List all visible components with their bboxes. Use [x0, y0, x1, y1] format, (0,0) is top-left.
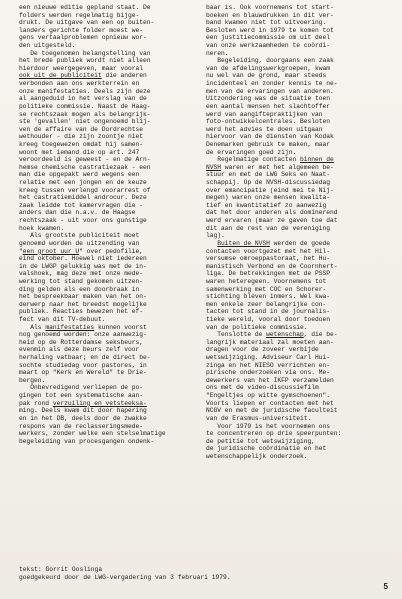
right-column-line: Begeleiding, doorgaans een zaak	[206, 57, 334, 65]
left-column-line: folders werden regelmatig bijge-	[19, 11, 140, 19]
right-column-line: contacten voortgezet met het Hil-	[206, 247, 331, 255]
right-column-line: wetswijziging. Adviseur Carl Hui-	[206, 354, 331, 362]
underlined-text: binnen de	[299, 156, 334, 164]
left-column-line: man die opgepakt werd wegens een	[19, 171, 140, 179]
left-column-line: het brede publiek wordt niet alleen	[19, 57, 151, 65]
right-column-line: van de politieke commissie.	[206, 323, 308, 331]
left-column-line: hierdoor weergegeven, maar vooral	[19, 64, 144, 72]
right-column-line: nu wel van de grond, maar steeds	[206, 72, 327, 80]
right-column-line: Tenslotte de wetenschap, die be-	[206, 331, 338, 339]
left-column-line: sochte studiedag voor pastores, in	[19, 361, 147, 369]
right-column-line: boeken en blauwdrukken in dit ver-	[206, 11, 334, 19]
right-column-line: waren heteregeen. Voornemens tot	[206, 277, 327, 285]
right-column-line: band kwamen niet tot uitvoering.	[206, 19, 327, 27]
left-column-line: anders dan die n.a.v. de Haagse	[19, 209, 136, 217]
right-column-line: hiervoor van de diensten van Kodak	[206, 133, 334, 141]
right-column-line: incidenteel en zonder kennis te ne-	[206, 80, 338, 88]
left-column-line: al aangeduid in het verslag van de	[19, 95, 147, 103]
right-column-line: zinga en het NIESO verrichten en-	[206, 361, 331, 369]
left-column-line: werkers, zonder welke een stelselmatige	[19, 430, 166, 438]
left-column-line: Als grootste publiciteit moet	[19, 232, 140, 240]
right-column-line: baar is. Ook voornemens tot start-	[206, 4, 334, 11]
left-column-line: se rechtszaak mogen als belangrijk-	[19, 110, 151, 118]
right-column-line: werd het advies te doen uitgaan	[206, 125, 323, 133]
right-column-line: liga. De betrekkingen met de PSSP	[206, 270, 331, 278]
left-column-line: heid op de Rotterdamse seksbeurs,	[19, 338, 144, 346]
left-column-line: De toegenomen belangstelling van	[19, 49, 151, 57]
left-column-line: hemse chemische castratiezaak - een	[19, 163, 151, 171]
right-column-line: te concentreren op drie speerpunten:	[206, 430, 342, 438]
right-column-line: langrijk materiaal zal moeten aan-	[206, 338, 334, 346]
right-column-line: samenwerking met COC en Schorer-	[206, 285, 327, 293]
left-column-line: woont met iemand die op art. 247	[19, 148, 140, 156]
right-column-line: van de Erasmus-universiteit.	[206, 414, 312, 422]
underlined-text: NVSH	[206, 163, 222, 171]
right-column-line: stuur en met de LWG Seks en Naat-	[206, 171, 331, 179]
left-column-line: ste 'gevallen' niet ongenoemd blij-	[19, 118, 151, 126]
right-column-line: megen) waren onze mensen kwalita-	[206, 194, 331, 202]
right-column-line: men enkele zeer belangrijke con-	[206, 300, 327, 308]
left-column-line: het bespreekbaar maken van het on-	[19, 293, 147, 301]
left-column-line: landers gerichte folder moest we-	[19, 26, 144, 34]
left-column-line: ook uit de publiciteit die anderen	[19, 72, 147, 80]
right-column-line: stichting bleven inmers. Wel kwa-	[206, 293, 331, 301]
left-column-line: fect van dit TV-debuut.	[19, 315, 106, 323]
left-column-line: gens vertaalproblemen opnieuw wor-	[19, 34, 147, 42]
underlined-text: wetenschap	[266, 331, 304, 339]
right-column-line: manistisch Verbond en de Coornhert-	[206, 262, 338, 270]
left-column-line: nog genoemd worden: onze aanwezig-	[19, 331, 147, 339]
right-column-line: neren.	[206, 49, 229, 57]
left-column-line: ming. Deels kwam dit door hapering	[19, 407, 147, 415]
underlined-text: verzuiling en vetsteeksa-	[52, 399, 147, 407]
left-column-line: respons van de reclasseringsmede-	[19, 422, 144, 430]
left-column-line: genoemd worden de uitzending van	[19, 239, 140, 247]
right-column-line: men van de ervaringen van anderen.	[206, 87, 334, 95]
signature-block	[19, 566, 231, 581]
left-column-line: en in het DB, deels door de zwakke	[19, 414, 147, 422]
right-column-line: ons met de video-discussiefilm	[206, 384, 319, 392]
left-column-line: begeleiding van procesgangen ondenk-	[19, 437, 155, 445]
left-column-line: politieke commissie. Naast de Haag-	[19, 102, 151, 110]
right-column-line: dragen voor de zoveer verbijde	[206, 346, 319, 354]
underlined-text: ook uit de publiciteit	[19, 72, 102, 80]
left-column-line: eind oktober. Hoewel niet iedereen	[19, 255, 147, 263]
underlined-text: manifestaties	[45, 323, 95, 331]
left-column-line: bergen.	[19, 376, 46, 384]
right-column-line: Uitzondering was de situatie toen	[206, 95, 331, 103]
right-column-line: pirische onderzoeken via ons. Me-	[206, 369, 331, 377]
left-column-line: werking tot stand gekomen uitzen-	[19, 277, 144, 285]
right-column-line: dat het door anderen als dominerend	[206, 209, 338, 217]
right-column-line: een justitiecommissie om uit deel	[206, 34, 331, 42]
right-column-line: "Engeltjes op witte gymschoenen".	[206, 392, 331, 400]
left-column-line: herhaling vatbaar; en de direct be-	[19, 354, 151, 362]
right-column-line: Denemarken gebruik te maken, maar	[206, 140, 331, 148]
page-number: 5	[383, 582, 388, 591]
underlined-text: Buiten de NVSH	[217, 239, 270, 247]
right-column-line: de juridische coördinatie en het	[206, 445, 327, 453]
right-column-line: werd van aangiftepraktijken van	[206, 110, 323, 118]
right-column-line: wetenschappelijk onderzoek.	[206, 452, 308, 460]
left-column-line: valshoek, mag deze met onze mede-	[19, 270, 144, 278]
right-column-line: werd ervaren (maar ze gaven toe dat	[206, 217, 338, 225]
left-column-line: maart op "Kerk en Wereld" te Drie-	[19, 369, 147, 377]
left-column-line: drukt. De uitgave van een op buiten-	[19, 19, 155, 27]
right-column-line: foto-ontwikkelcentrales. Besloten	[206, 118, 331, 126]
left-column-line: in de LWGP gelukkig was met de in-	[19, 262, 147, 270]
left-column-line: een nieuwe editie gepland staat. De	[19, 4, 151, 11]
left-column-line: Als manifestaties kunnen voorst	[19, 323, 147, 331]
underlined-text: een groot uur U	[22, 247, 80, 255]
right-column-line: van onze werkzaamheden te coördi-	[206, 42, 331, 50]
right-column-line: Voor 1979 is het voornemen ons	[206, 422, 331, 430]
left-column-line: het castratiemiddel androcur. Deze	[19, 194, 147, 202]
left-column-line: den uitgesteld.	[19, 42, 76, 50]
signature-author: tekst: Gorrit Ooslinga	[19, 566, 103, 573]
right-column-line: dit aan de rest van de vereniging	[206, 224, 331, 232]
right-column-line: Voorts liepen er contacten met het	[206, 399, 334, 407]
right-column-line: een aantal mensen het slachtoffer	[206, 102, 331, 110]
left-column-line: publiek. Reacties bewezen het ef-	[19, 308, 144, 316]
right-column	[206, 4, 390, 461]
left-column-line: verbonden aan ons werkterrein en	[19, 80, 140, 88]
right-column-line: Buiten de NVSH werden de goede	[217, 239, 331, 247]
left-column-line: relatie met een jongen en de keuze	[19, 179, 147, 187]
left-column-line: derwerp naar het breedst mogelijke	[19, 300, 147, 308]
right-column-line: tacten tot stand in de journalis-	[206, 308, 331, 316]
left-column-line: kreeg toegewezen omdat hij samen-	[19, 140, 144, 148]
left-column-line: evenmin als deze beurs zelf voor	[19, 346, 140, 354]
left-column-line: hoek kwamen.	[19, 224, 65, 232]
right-column-line: Besloten werd in 1979 te komen tot	[206, 26, 334, 34]
right-column-line: versumse omroeppastoraat, het Hu-	[206, 255, 331, 263]
left-column-line: veroordeeld is geweest - en de Arn-	[19, 156, 151, 164]
left-column-line: gingen tot een systematische aan-	[19, 392, 144, 400]
right-column-line: van de afdelingswerkgroepen, kwam	[206, 64, 331, 72]
left-column-line: ven de affaire van de Dordrechtse	[19, 125, 144, 133]
left-column-line: pak rond verzuiling en vetsteeksa-	[19, 399, 147, 407]
right-column-line: over emancipatie (eind mei te Nij-	[206, 186, 334, 194]
left-column-line: "een groot uur U" over pedofilie,	[19, 247, 144, 255]
right-column-line: lag).	[206, 232, 225, 240]
left-column-line: wethouder - die zijn zoontje niet	[19, 133, 144, 141]
right-column-line: tieke wereld, vooral door toedoen	[206, 315, 331, 323]
right-column-line: NCGV en met de juridische faculteit	[206, 407, 338, 415]
left-column-line: kreeg tussen verlengd voorarrest of	[19, 186, 151, 194]
right-column-line: Regelmatige contacten binnen de	[206, 156, 334, 164]
left-column-line: onze manifestaties. Deels zijn deze	[19, 87, 151, 95]
left-column-line: Onbevredigend verliepen de po-	[19, 384, 144, 392]
signature-approval: goedgekeurd door de LWG-vergadering van 3 februari 1979.	[19, 573, 231, 581]
right-column-line: NVSH waren er met het algemeen be-	[206, 163, 334, 171]
right-column-line: dewerkers van het IKFP verzamelden	[206, 376, 334, 384]
left-column-line: ding gelden als een doorbraak in	[19, 285, 140, 293]
right-column-line: de ervaringen goed zijn.	[206, 148, 297, 156]
right-column-line: de petitie tot wetswijziging,	[206, 437, 316, 445]
left-column-line: zaak leidde tot kamervragen die -	[19, 201, 144, 209]
right-column-line: tief en kwantitatief zo aanwezig	[206, 201, 327, 209]
left-column-line: rechtszaak - uit voor ons gunstige	[19, 217, 147, 225]
left-column	[19, 4, 201, 445]
right-column-line: schappij. Op de NVSH-discussiedag	[206, 179, 331, 187]
